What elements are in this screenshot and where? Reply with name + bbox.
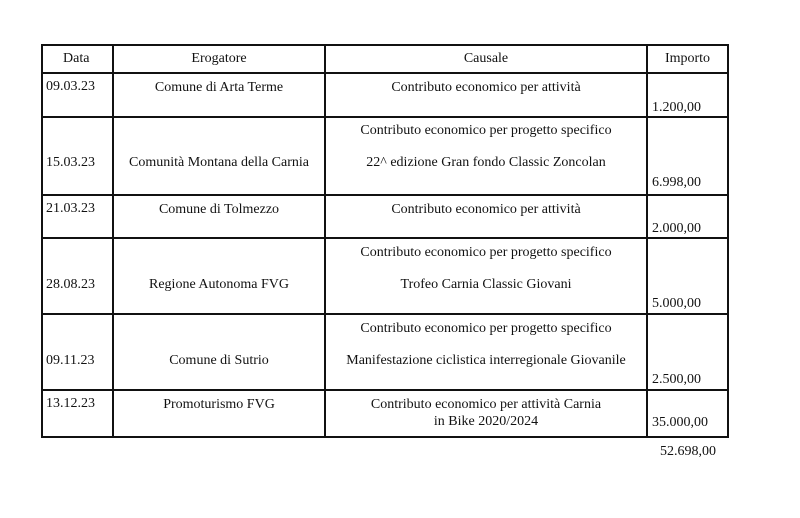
cell-erogatore [113, 238, 325, 314]
cell-importo [647, 195, 728, 238]
causale-detail-text: Manifestazione ciclistica interregionale Giovanile [346, 353, 626, 368]
cell-date [42, 238, 113, 314]
header-data: Data [42, 45, 113, 73]
cell-date [42, 73, 113, 117]
cell-erogatore [113, 390, 325, 437]
causale-detail-text: 22^ edizione Gran fondo Classic Zoncolan [366, 155, 606, 170]
header-causale: Causale [325, 45, 647, 73]
date-text: 21.03.23 [46, 201, 95, 216]
causale-text: Contributo economico per attività [391, 202, 581, 217]
date-text: 13.12.23 [46, 396, 95, 411]
cell-erogatore [113, 314, 325, 390]
causale-text: Contributo economico per progetto specifico [360, 321, 612, 336]
table-row [42, 314, 728, 390]
cell-causale [325, 73, 647, 117]
cell-importo [647, 314, 728, 390]
header-row [42, 45, 728, 73]
table-row [42, 117, 728, 195]
importo-text: 6.998,00 [652, 175, 701, 190]
cell-importo [647, 390, 728, 437]
causale-text: Contributo economico per attività [391, 80, 581, 95]
table-row [42, 195, 728, 238]
causale-detail-text: Trofeo Carnia Classic Giovani [400, 277, 572, 292]
cell-date [42, 117, 113, 195]
header-erogatore: Erogatore [113, 45, 325, 73]
contributions-table [41, 44, 729, 438]
erogatore-text: Comune di Arta Terme [154, 80, 284, 95]
cell-importo [647, 73, 728, 117]
cell-importo [647, 117, 728, 195]
date-text: 15.03.23 [46, 155, 95, 170]
cell-erogatore [113, 73, 325, 117]
date-text: 28.08.23 [46, 277, 95, 292]
cell-erogatore [113, 117, 325, 195]
cell-causale [325, 195, 647, 238]
cell-causale [325, 117, 647, 195]
table-row [42, 238, 728, 314]
erogatore-text: Comunità Montana della Carnia [128, 155, 309, 170]
date-text: 09.11.23 [46, 353, 95, 368]
table-row [42, 390, 728, 437]
causale-text: Contributo economico per attività Carnia [370, 397, 602, 412]
importo-text: 2.000,00 [652, 221, 701, 236]
cell-date [42, 314, 113, 390]
cell-causale [325, 390, 647, 437]
table-row [42, 73, 728, 117]
importo-text: 1.200,00 [652, 100, 701, 115]
causale-text: Contributo economico per progetto specifico [360, 245, 612, 260]
cell-date [42, 390, 113, 437]
total-amount: 52.698,00 [660, 444, 716, 459]
cell-importo [647, 238, 728, 314]
cell-date [42, 195, 113, 238]
importo-text: 35.000,00 [652, 415, 708, 430]
cell-causale [325, 314, 647, 390]
erogatore-text: Comune di Tolmezzo [158, 202, 280, 217]
importo-text: 2.500,00 [652, 372, 701, 387]
importo-text: 5.000,00 [652, 296, 701, 311]
cell-causale [325, 238, 647, 314]
causale-detail-text: in Bike 2020/2024 [433, 414, 539, 429]
cell-erogatore [113, 195, 325, 238]
erogatore-text: Comune di Sutrio [169, 353, 269, 368]
erogatore-text: Promoturismo FVG [163, 397, 275, 412]
date-text: 09.03.23 [46, 79, 95, 94]
causale-text: Contributo economico per progetto specifico [360, 123, 612, 138]
header-importo: Importo [647, 45, 728, 73]
erogatore-text: Regione Autonoma FVG [149, 277, 289, 292]
